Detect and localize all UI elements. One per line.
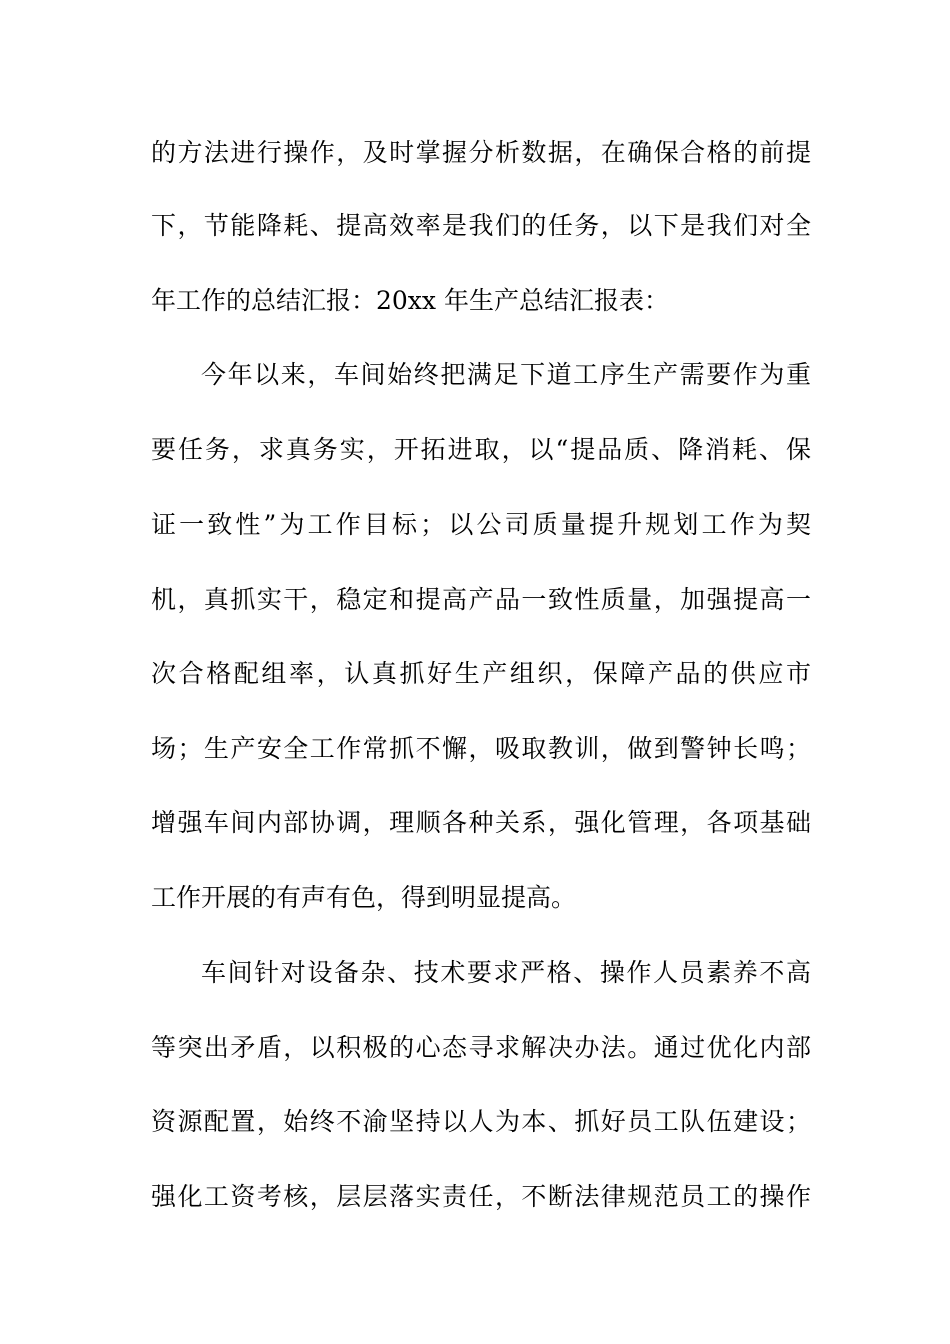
text-line: 等突出矛盾，以积极的心态寻求解决办法。通过优化内部 xyxy=(151,1033,811,1062)
text-line: 要任务，求真务实，开拓进取，以“提品质、降消耗、保 xyxy=(151,435,811,464)
text-line: 的方法进行操作，及时掌握分析数据，在确保合格的前提 xyxy=(151,138,811,167)
text-line: 证一致性”为工作目标；以公司质量提升规划工作为契 xyxy=(151,510,811,539)
text-line: 次合格配组率，认真抓好生产组织，保障产品的供应市 xyxy=(151,659,811,688)
text-line: 年工作的总结汇报：20xx 年生产总结汇报表： xyxy=(151,286,669,315)
text-line: 工作开展的有声有色，得到明显提高。 xyxy=(151,883,577,912)
text-line: 机，真抓实干，稳定和提高产品一致性质量，加强提高一 xyxy=(151,585,811,614)
paragraph-first-line: 今年以来，车间始终把满足下道工序生产需要作为重 xyxy=(201,360,811,389)
text-line: 下，节能降耗、提高效率是我们的任务，以下是我们对全 xyxy=(151,211,811,240)
paragraph-first-line: 车间针对设备杂、技术要求严格、操作人员素养不高 xyxy=(201,958,811,987)
text-line: 增强车间内部协调，理顺各种关系，强化管理，各项基础 xyxy=(151,808,811,837)
text-line: 场；生产安全工作常抓不懈，吸取教训，做到警钟长鸣； xyxy=(151,734,811,763)
text-line: 资源配置，始终不渝坚持以人为本、抓好员工队伍建设； xyxy=(151,1107,811,1136)
text-line: 强化工资考核，层层落实责任，不断法律规范员工的操作 xyxy=(151,1182,811,1211)
